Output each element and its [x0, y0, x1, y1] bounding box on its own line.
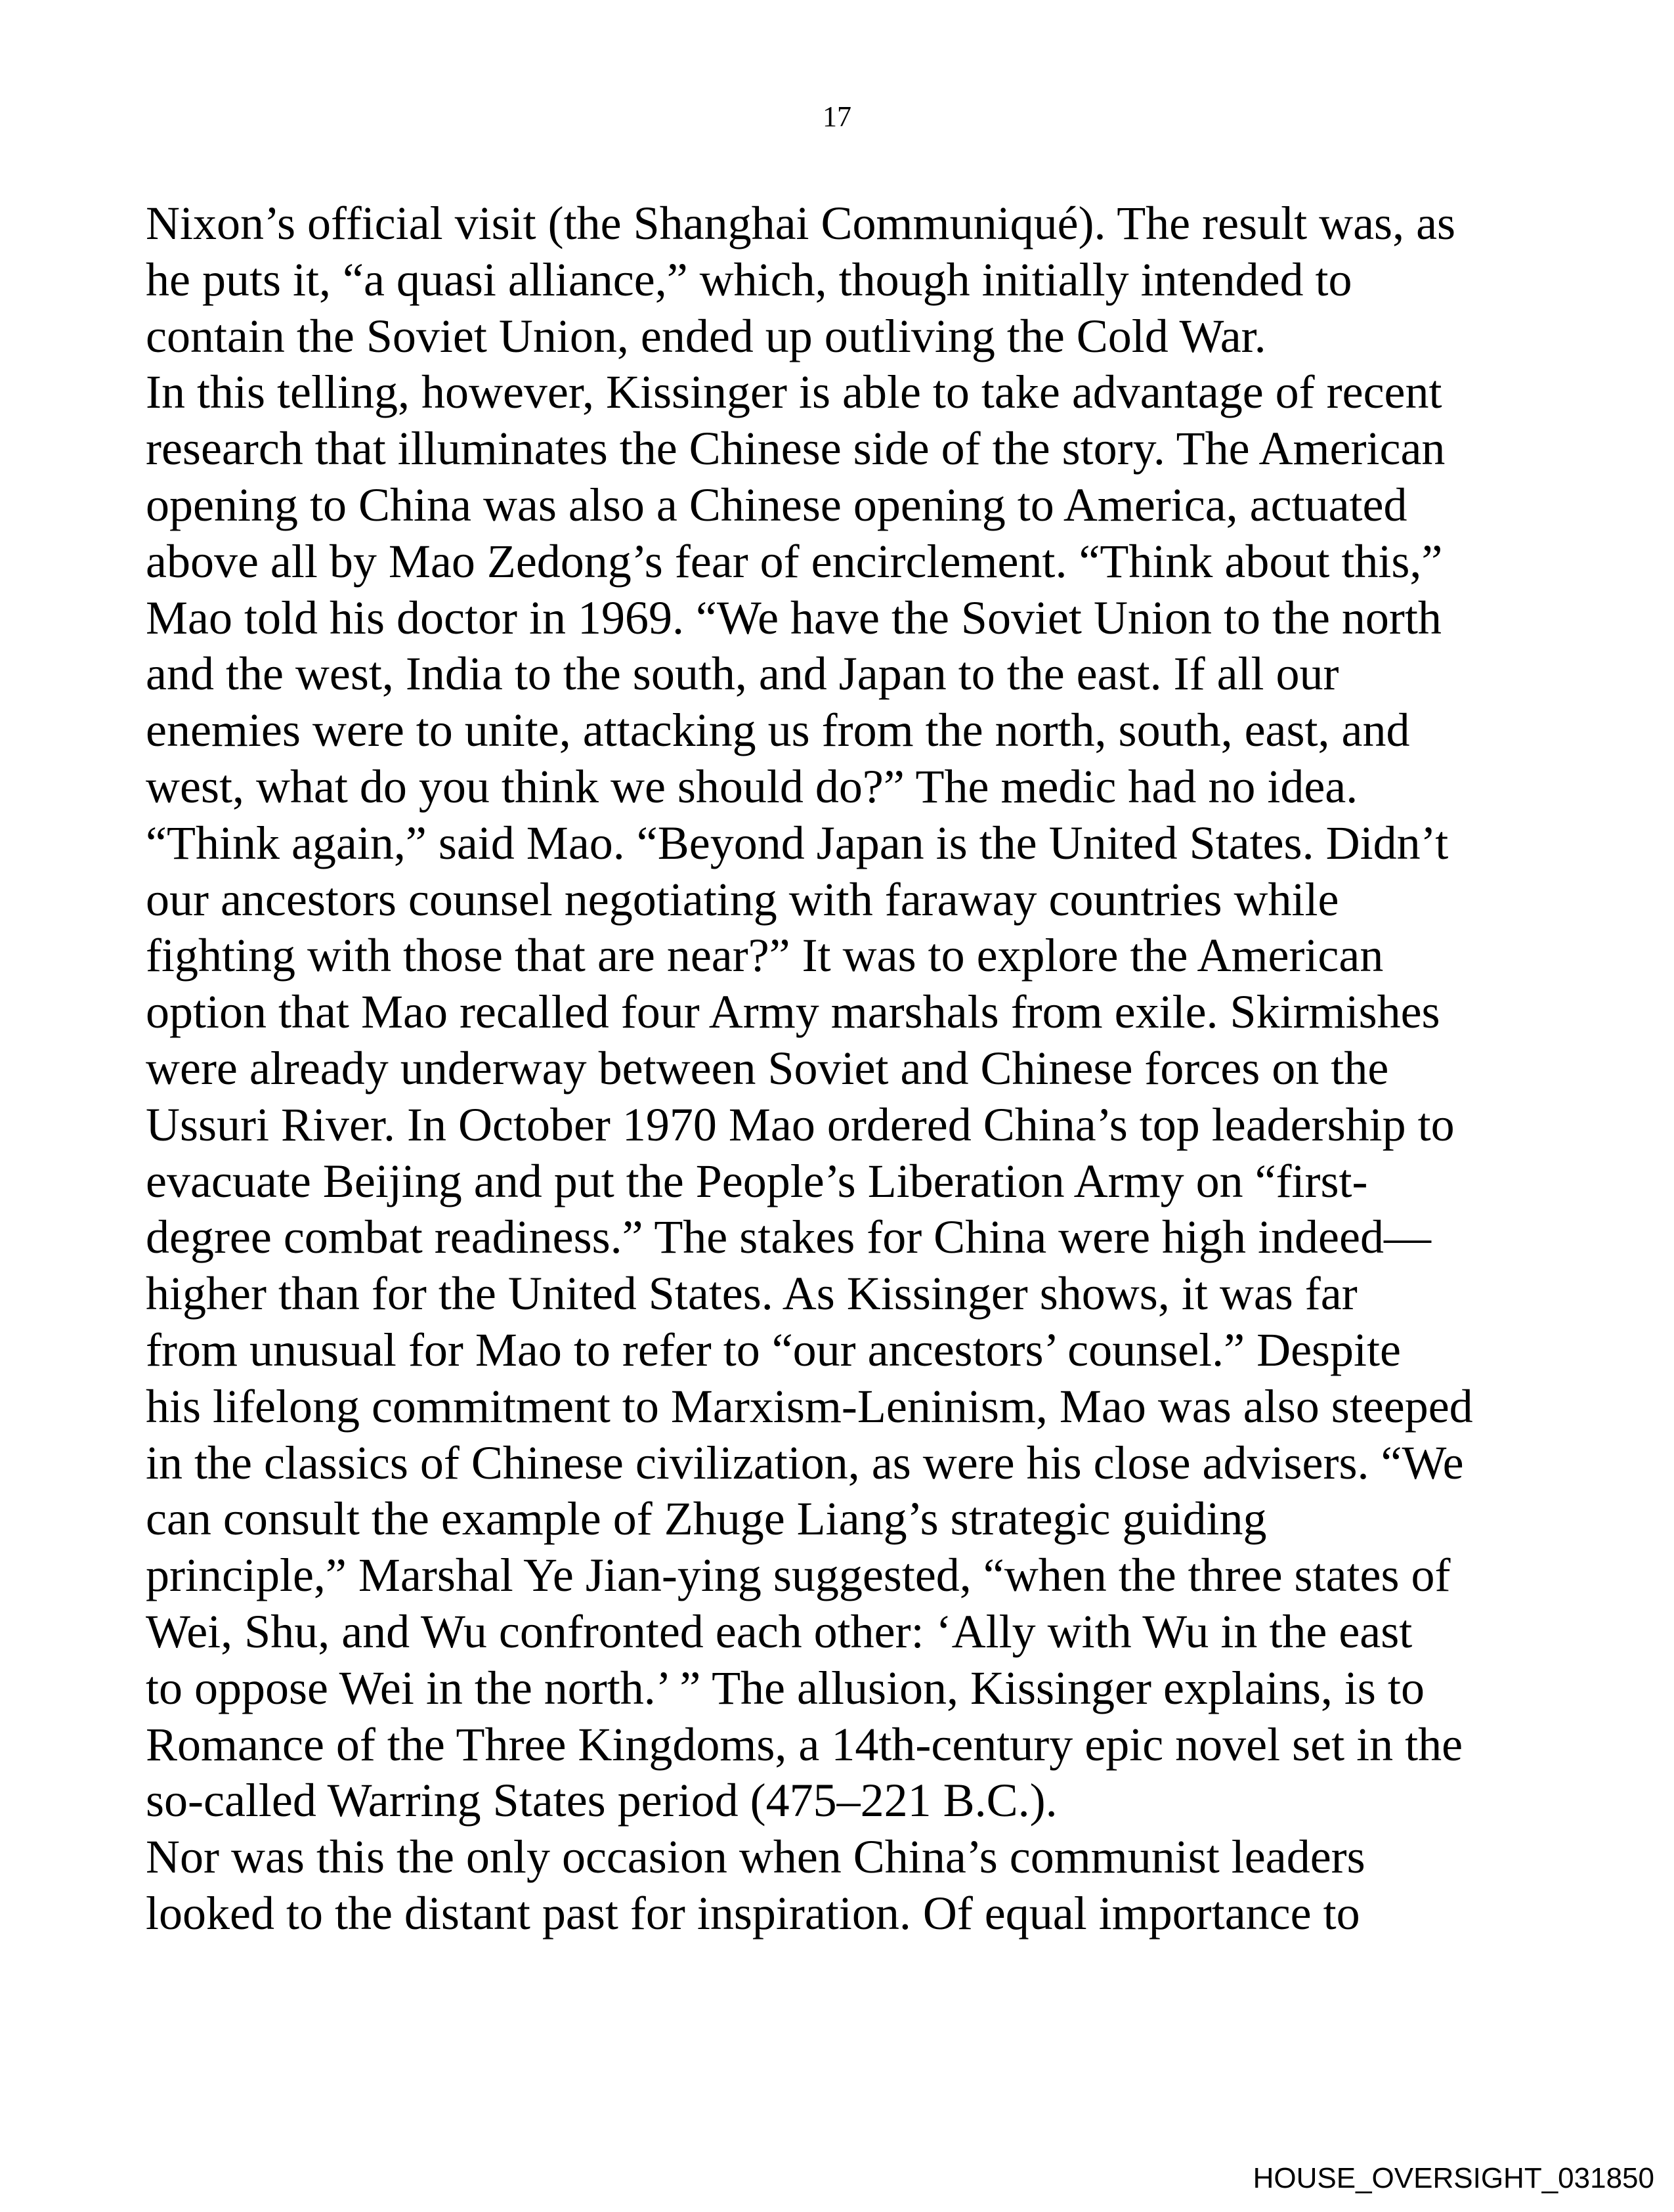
- text-line: Mao told his doctor in 1969. “We have the Soviet Union to the north: [146, 591, 1442, 644]
- text-line: our ancestors counsel negotiating with faraway countries while: [146, 873, 1339, 926]
- text-line: Ussuri River. In October 1970 Mao ordered China’s top leadership to: [146, 1098, 1455, 1151]
- text-line: fighting with those that are near?” It was to explore the American: [146, 929, 1384, 982]
- text-line: to oppose Wei in the north.’ ” The allusion, Kissinger explains, is to: [146, 1661, 1425, 1714]
- text-line: were already underway between Soviet and Chinese forces on the: [146, 1041, 1389, 1095]
- body-text: [146, 196, 1557, 1942]
- text-line: Nixon’s official visit (the Shanghai Communiqué). The result was, as: [146, 197, 1456, 249]
- text-line: Wei, Shu, and Wu confronted each other: ‘Ally with Wu in the east: [146, 1605, 1413, 1658]
- text-line: in the classics of Chinese civilization, as were his close advisers. “We: [146, 1436, 1464, 1489]
- text-line: from unusual for Mao to refer to “our ancestors’ counsel.” Despite: [146, 1323, 1402, 1376]
- text-line: In this telling, however, Kissinger is able to take advantage of recent: [146, 366, 1442, 419]
- page-number: 17: [823, 100, 851, 133]
- text-line: research that illuminates the Chinese side of the story. The American: [146, 422, 1446, 475]
- text-line: degree combat readiness.” The stakes for China were high indeed—: [146, 1211, 1431, 1264]
- text-line: west, what do you think we should do?” The medic had no idea.: [146, 760, 1358, 813]
- text-line: higher than for the United States. As Kissinger shows, it was far: [146, 1267, 1358, 1320]
- text-line: Romance of the Three Kingdoms, a 14th-century epic novel set in the: [146, 1718, 1463, 1771]
- text-line: principle,” Marshal Ye Jian-ying suggested, “when the three states of: [146, 1549, 1451, 1602]
- text-line: Nor was this the only occasion when China’s communist leaders: [146, 1831, 1365, 1884]
- text-line: enemies were to unite, attacking us from the north, south, east, and: [146, 704, 1410, 757]
- text-line: and the west, India to the south, and Japan to the east. If all our: [146, 647, 1339, 701]
- text-line: evacuate Beijing and put the People’s Liberation Army on “first-: [146, 1154, 1368, 1207]
- text-line: opening to China was also a Chinese opening to America, actuated: [146, 478, 1407, 531]
- text-line: he puts it, “a quasi alliance,” which, though initially intended to: [146, 253, 1352, 306]
- text-line: above all by Mao Zedong’s fear of encirclement. “Think about this,”: [146, 534, 1443, 588]
- text-line: his lifelong commitment to Marxism-Leninism, Mao was also steeped: [146, 1379, 1473, 1433]
- text-line: so-called Warring States period (475–221 B.C.).: [146, 1774, 1058, 1827]
- text-line: option that Mao recalled four Army marshals from exile. Skirmishes: [146, 986, 1440, 1039]
- document-id: HOUSE_OVERSIGHT_031850: [1253, 2162, 1654, 2194]
- text-line: can consult the example of Zhuge Liang’s strategic guiding: [146, 1492, 1267, 1546]
- text-line: looked to the distant past for inspiration. Of equal importance to: [146, 1886, 1360, 1940]
- text-line: contain the Soviet Union, ended up outliving the Cold War.: [146, 309, 1266, 362]
- text-line: “Think again,” said Mao. “Beyond Japan is the United States. Didn’t: [146, 816, 1449, 869]
